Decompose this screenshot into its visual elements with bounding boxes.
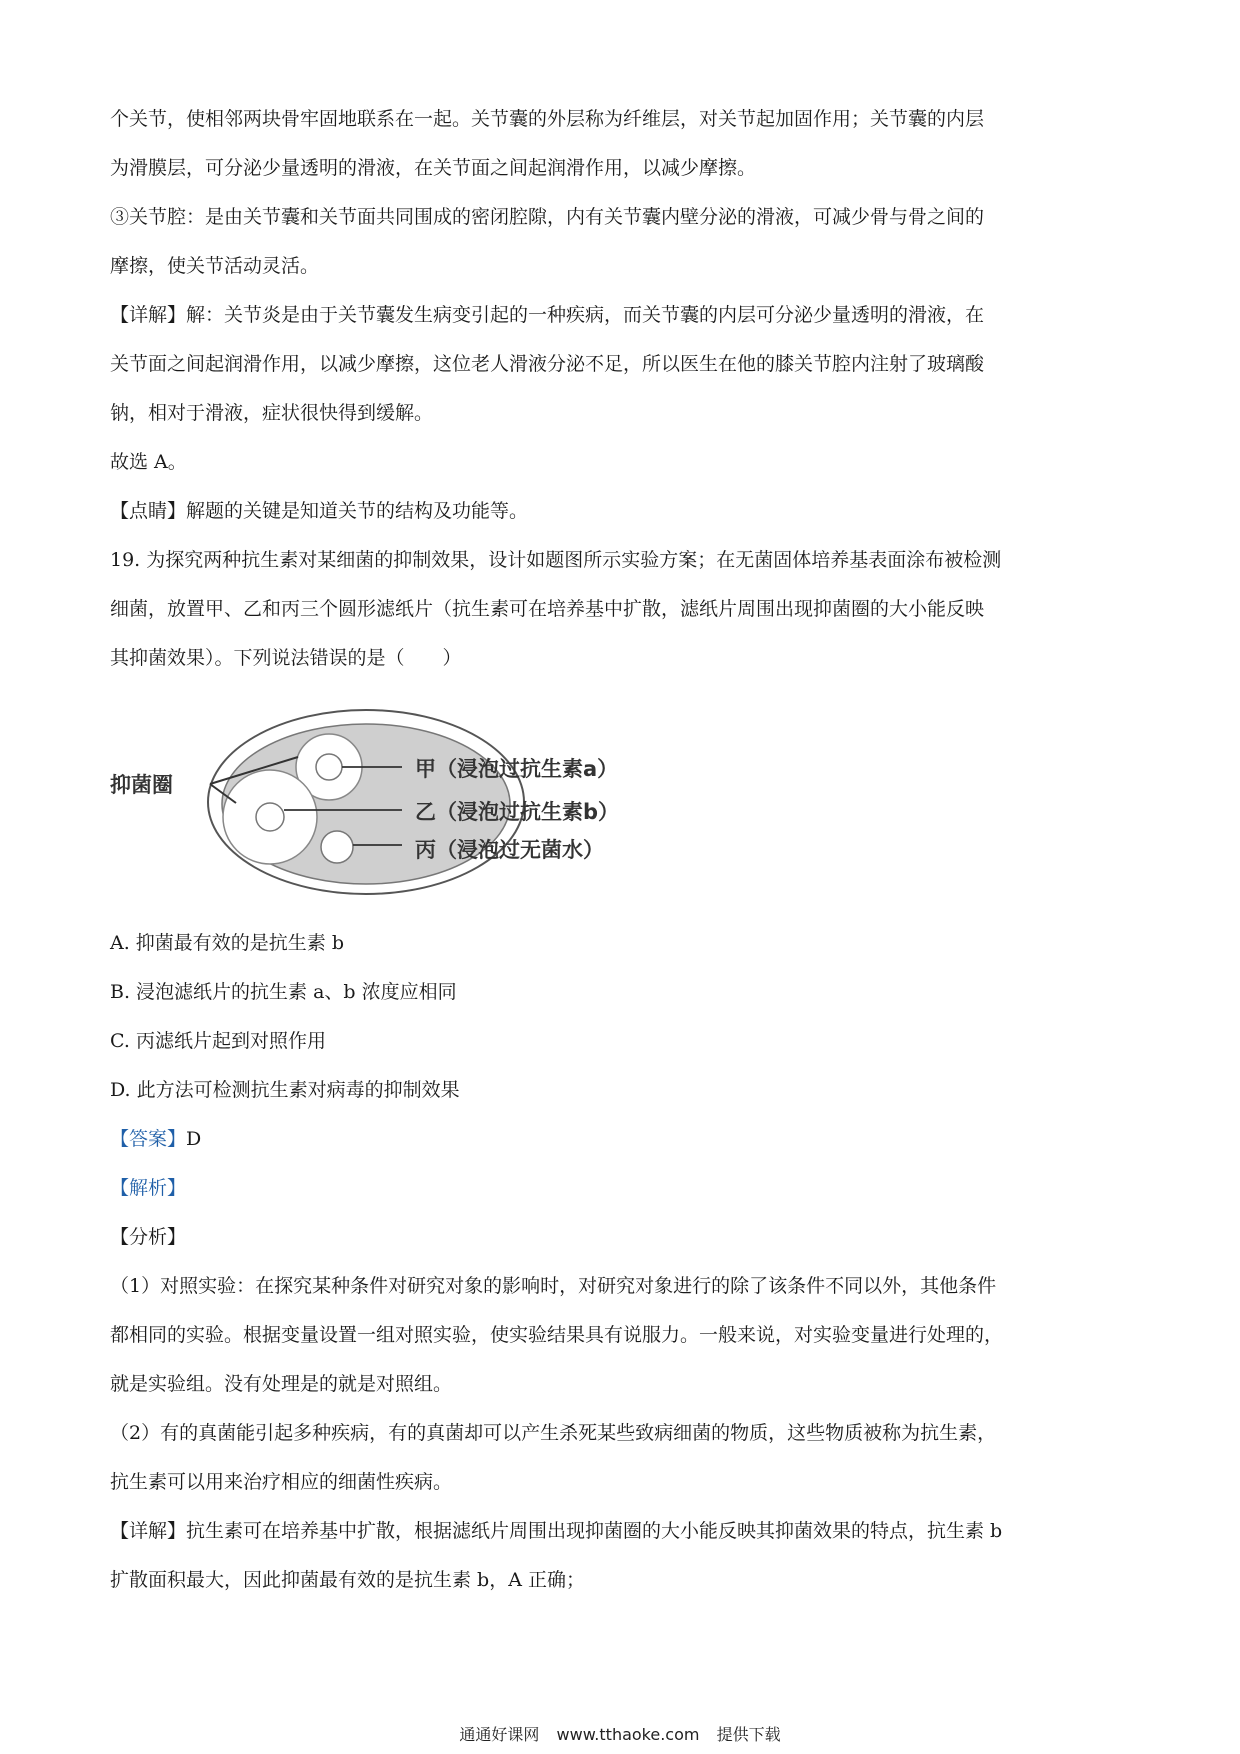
disc-yi-label: 乙（浸泡过抗生素b） bbox=[415, 800, 620, 824]
question-line: 其抑菌效果）。下列说法错误的是（ ） bbox=[110, 647, 462, 669]
option-a: A. 抑菌最有效的是抗生素 b bbox=[110, 932, 345, 954]
paragraph-line: 【分析】 bbox=[110, 1226, 187, 1248]
page-footer bbox=[0, 1722, 1240, 1745]
document-page bbox=[110, 95, 1130, 1605]
question-line: 19. 为探究两种抗生素对某细菌的抑制效果，设计如题图所示实验方案；在无菌固体培养基表面涂布被检测 bbox=[110, 549, 1002, 571]
bottom-text-block bbox=[110, 1213, 1130, 1605]
paragraph-line: 个关节，使相邻两块骨牢固地联系在一起。关节囊的外层称为纤维层，对关节起加固作用；关节囊的内层 bbox=[110, 108, 985, 130]
paragraph-line: 【点睛】解题的关键是知道关节的结构及功能等。 bbox=[110, 500, 529, 522]
analysis-label: 【解析】 bbox=[110, 1177, 187, 1199]
top-text-block bbox=[110, 95, 1130, 683]
question-line: 细菌，放置甲、乙和丙三个圆形滤纸片（抗生素可在培养基中扩散，滤纸片周围出现抑菌圈的大小能反映 bbox=[110, 598, 985, 620]
paragraph-line: 为滑膜层，可分泌少量透明的滑液，在关节面之间起润滑作用，以减少摩擦。 bbox=[110, 157, 757, 179]
disc-bing-label: 丙（浸泡过无菌水） bbox=[415, 838, 604, 862]
paragraph-line: 钠，相对于滑液，症状很快得到缓解。 bbox=[110, 402, 434, 424]
option-d: D. 此方法可检测抗生素对病毒的抑制效果 bbox=[110, 1079, 460, 1101]
paragraph-line: 抗生素可以用来治疗相应的细菌性疾病。 bbox=[110, 1471, 453, 1493]
footer-site-name: 通通好课网 bbox=[459, 1725, 540, 1744]
paragraph-line: 故选 A。 bbox=[110, 451, 187, 473]
paragraph-line: 【详解】抗生素可在培养基中扩散，根据滤纸片周围出现抑菌圈的大小能反映其抑菌效果的特点，抗生素 b bbox=[110, 1520, 1003, 1542]
answer-value: D bbox=[186, 1128, 202, 1150]
options-block bbox=[110, 919, 1130, 1115]
answer-label: 【答案】 bbox=[110, 1128, 187, 1150]
answer-line bbox=[110, 1115, 1130, 1164]
paragraph-line: 摩擦，使关节活动灵活。 bbox=[110, 255, 320, 277]
footer-url[interactable]: www.tthaoke.com bbox=[556, 1725, 700, 1744]
paragraph-line: ③关节腔：是由关节囊和关节面共同围成的密闭腔隙，内有关节囊内壁分泌的滑液，可减少骨与骨之间的 bbox=[110, 206, 985, 228]
footer-tagline: 提供下载 bbox=[716, 1725, 781, 1744]
paragraph-line: 关节面之间起润滑作用，以减少摩擦，这位老人滑液分泌不足，所以医生在他的膝关节腔内注射了玻璃酸 bbox=[110, 353, 985, 375]
disc-jia-label: 甲（浸泡过抗生素a） bbox=[415, 757, 619, 781]
inhibition-zone-label: 抑菌圈 bbox=[110, 773, 173, 797]
paragraph-line: 就是实验组。没有处理是的就是对照组。 bbox=[110, 1373, 453, 1395]
option-b: B. 浸泡滤纸片的抗生素 a、b 浓度应相同 bbox=[110, 981, 457, 1003]
paragraph-line: （1）对照实验：在探究某种条件对研究对象的影响时，对研究对象进行的除了该条件不同以外，其他条件 bbox=[110, 1275, 997, 1297]
option-c: C. 丙滤纸片起到对照作用 bbox=[110, 1030, 326, 1052]
petri-dish-figure bbox=[110, 697, 1130, 907]
paragraph-line: （2）有的真菌能引起多种疾病，有的真菌却可以产生杀死某些致病细菌的物质，这些物质被称为抗生素， bbox=[110, 1422, 997, 1444]
paragraph-line: 都相同的实验。根据变量设置一组对照实验，使实验结果具有说服力。一般来说，对实验变量进行处理的， bbox=[110, 1324, 1004, 1346]
paragraph-line: 扩散面积最大，因此抑菌最有效的是抗生素 b，A 正确； bbox=[110, 1569, 585, 1591]
paragraph-line: 【详解】解：关节炎是由于关节囊发生病变引起的一种疾病，而关节囊的内层可分泌少量透明的滑液，在 bbox=[110, 304, 985, 326]
